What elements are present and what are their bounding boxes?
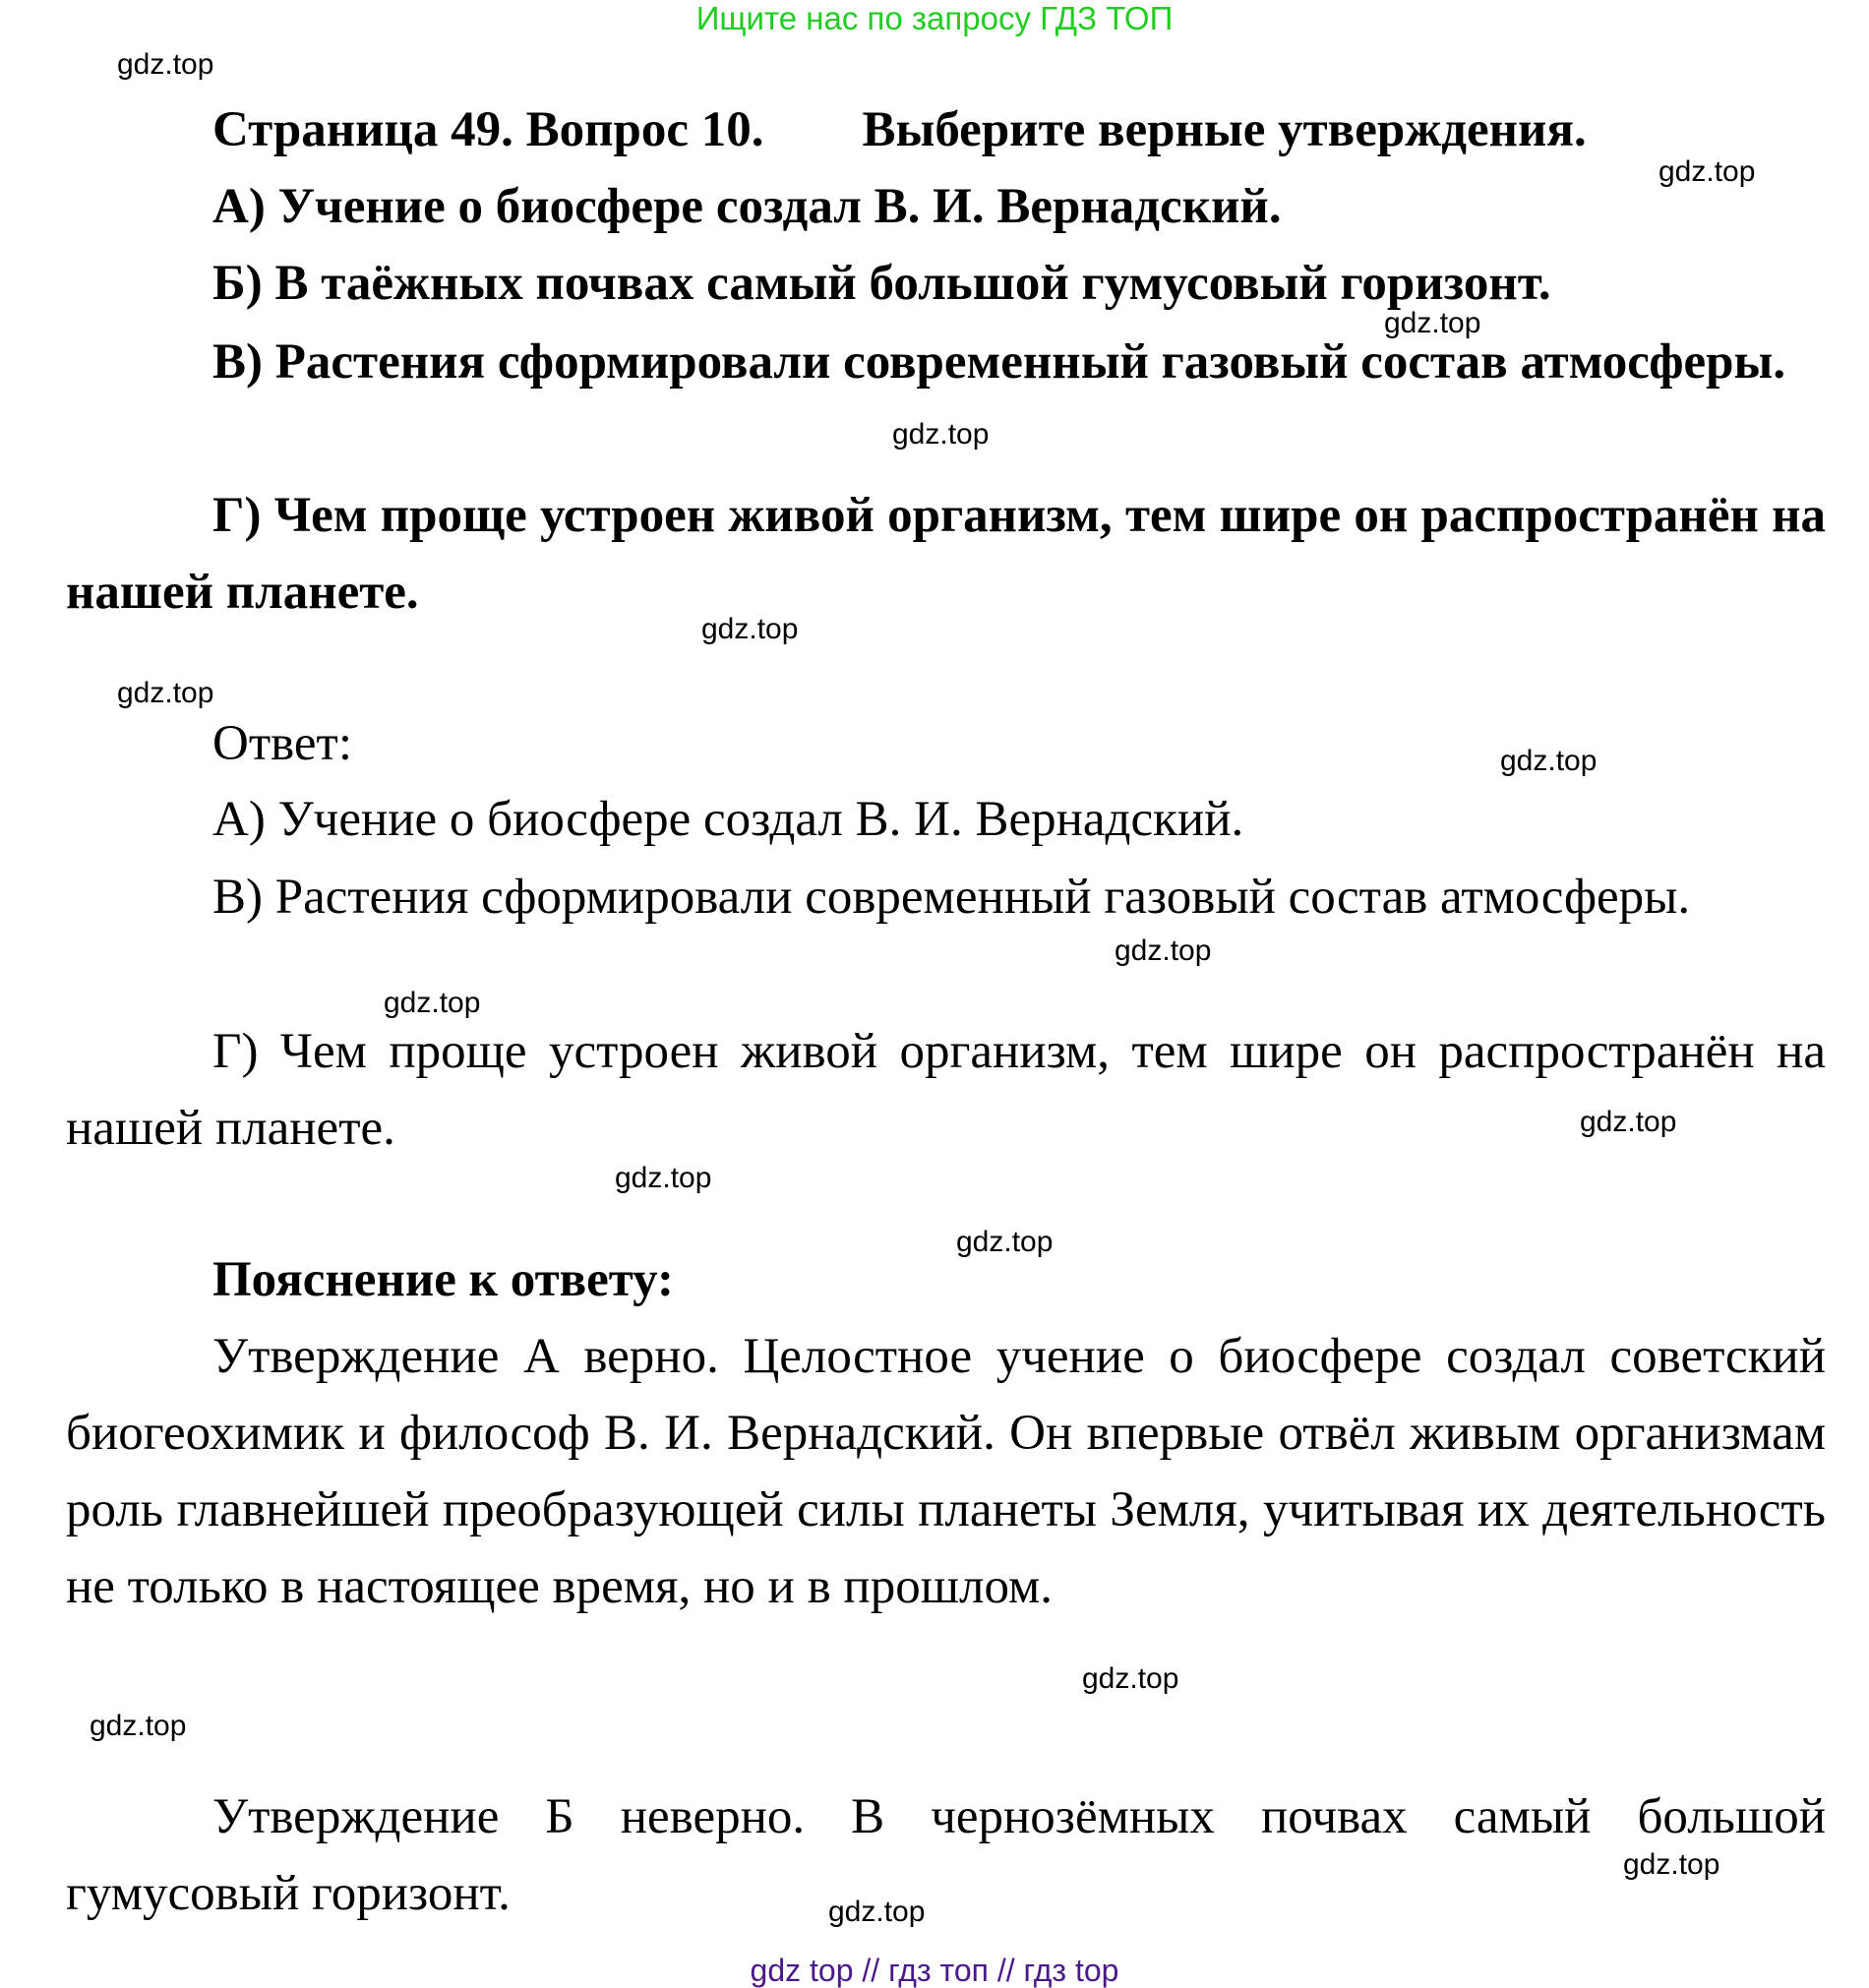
question-number: Страница 49. Вопрос 10. — [212, 102, 764, 157]
watermark: gdz.top — [1115, 934, 1212, 967]
watermark: gdz.top — [384, 987, 481, 1019]
page-title — [212, 91, 1587, 168]
watermark: gdz.top — [117, 677, 214, 709]
watermark: gdz.top — [1580, 1106, 1677, 1138]
watermark: gdz.top — [892, 418, 990, 451]
watermark: gdz.top — [1623, 1848, 1720, 1881]
watermark: gdz.top — [1082, 1662, 1179, 1695]
watermark: gdz.top — [615, 1162, 712, 1194]
watermark: gdz.top — [1384, 307, 1481, 339]
answer-item: Г) Чем проще устроен живой организм, тем шире он распространён на нашей планете. — [66, 1024, 1826, 1156]
watermark: gdz.top — [1658, 155, 1756, 188]
watermark: gdz.top — [956, 1226, 1054, 1258]
explanation-heading: Пояснение к ответу: — [212, 1252, 674, 1307]
explanation-paragraph: Утверждение Б неверно. В чернозёмных почвах самый большой гумусовый горизонт. — [66, 1789, 1826, 1921]
answer-item: А) Учение о биосфере создал В. И. Вернадский. — [212, 792, 1244, 847]
watermark: gdz.top — [1500, 745, 1598, 777]
answer-label: Ответ: — [212, 716, 352, 771]
watermark: gdz.top — [117, 48, 214, 81]
statement-b: Б) В таёжных почвах самый большой гумусовый горизонт. — [212, 256, 1551, 311]
footer-links: gdz top // гдз топ // гдз top — [750, 1953, 1119, 1988]
statement-v: В) Растения сформировали современный газовый состав атмосферы. — [212, 334, 1786, 390]
watermark: gdz.top — [90, 1710, 187, 1742]
question-task: Выберите верные утверждения. — [862, 102, 1587, 157]
explanation-paragraph: Утверждение А верно. Целостное учение о биосфере создал советский биогеохимик и философ В. И. Вернадский. Он впервые отвёл живым организмам роль главнейшей преобразующей силы планеты Земля, учитывая их деятельность не только в настоящее время, но и в прошлом. — [66, 1329, 1826, 1614]
statement-g: Г) Чем проще устроен живой организм, тем шире он распространён на нашей планете. — [66, 488, 1826, 620]
statement-a: А) Учение о биосфере создал В. И. Вернадский. — [212, 179, 1282, 234]
watermark: gdz.top — [828, 1896, 926, 1928]
answer-item: В) Растения сформировали современный газовый состав атмосферы. — [212, 870, 1691, 925]
search-banner: Ищите нас по запросу ГДЗ ТОП — [695, 0, 1174, 36]
watermark: gdz.top — [701, 613, 799, 645]
